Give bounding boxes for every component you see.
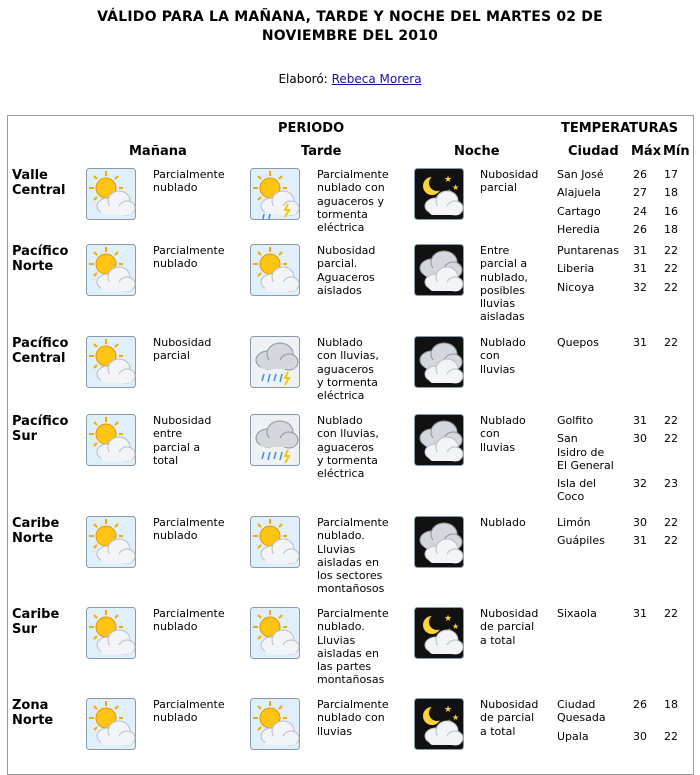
forecast-text-manana: Nubosidad parcial — [153, 336, 212, 363]
city-name: Limón — [557, 516, 591, 529]
max-temp: 26 — [633, 222, 647, 236]
forecast-text-tarde: Nublado con lluvias, aguaceros y tormenta eléctrica — [317, 414, 379, 481]
sun-cloud-icon — [250, 244, 300, 296]
min-temp: 22 — [664, 432, 678, 446]
header-min: Mín — [663, 144, 690, 159]
min-temp: 22 — [664, 729, 678, 743]
max-temp: 26 — [633, 168, 647, 181]
min-temp: 22 — [664, 244, 678, 257]
min-temp: 18 — [664, 698, 678, 711]
max-temp: 31 — [633, 336, 647, 349]
max-temp: 30 — [633, 432, 647, 446]
min-temp: 23 — [664, 477, 678, 491]
max-temp: 32 — [633, 477, 647, 491]
city-name: Isla del Coco — [557, 477, 597, 504]
sun-cloud-icon — [86, 244, 136, 296]
page-title — [0, 8, 700, 46]
min-temp: 17 — [664, 168, 678, 181]
svg-text:★: ★ — [444, 175, 453, 185]
forecast-text-manana: Parcialmente nublado — [153, 168, 225, 195]
max-temp: 30 — [633, 729, 647, 743]
sun-cloud-icon — [250, 698, 300, 750]
region-name: Caribe Sur — [12, 607, 60, 637]
forecast-text-tarde: Parcialmente nublado con lluvias — [317, 698, 389, 738]
min-temp: 22 — [664, 607, 678, 620]
svg-text:★: ★ — [452, 622, 460, 631]
forecast-text-manana: Nubosidad entre parcial a total — [153, 414, 212, 467]
svg-text:★: ★ — [444, 705, 453, 715]
max-temp: 31 — [633, 244, 647, 257]
city-name: Ciudad Quesada — [557, 698, 606, 725]
header-ciudad: Ciudad — [568, 144, 619, 159]
author-label: Elaboró: — [278, 72, 328, 86]
author-line — [0, 72, 700, 86]
city-name: Alajuela — [557, 186, 601, 200]
min-temp: 22 — [664, 280, 678, 294]
city-name: Nicoya — [557, 280, 595, 294]
forecast-text-noche: Entre parcial a nublado, posibles lluvias aisladas — [480, 244, 528, 324]
min-temp: 22 — [664, 262, 678, 276]
forecast-text-noche: Nublado — [480, 516, 526, 529]
sun-cloud-icon — [86, 168, 136, 220]
title-line-1: VÁLIDO PARA LA MAÑANA, TARDE Y NOCHE DEL MARTES 02 DE — [97, 9, 603, 25]
max-temp: 24 — [633, 204, 647, 218]
forecast-text-noche: Nubosidad parcial — [480, 168, 539, 195]
city-name: Puntarenas — [557, 244, 619, 257]
min-temp: 22 — [664, 516, 678, 529]
sun-cloud-icon — [86, 607, 136, 659]
city-name: Liberia — [557, 262, 595, 276]
max-temp: 31 — [633, 262, 647, 276]
min-temp: 18 — [664, 222, 678, 236]
forecast-text-noche: Nubosidad de parcial a total — [480, 607, 539, 647]
svg-text:★: ★ — [452, 183, 460, 192]
header-periodo: PERIODO — [278, 121, 345, 136]
night-clouds-icon — [414, 414, 464, 466]
min-temp: 22 — [664, 534, 678, 548]
rain-storm-icon — [250, 414, 300, 466]
city-name: San Isidro de El General — [557, 432, 614, 472]
region-name: Caribe Norte — [12, 516, 60, 546]
sun-cloud-icon — [86, 414, 136, 466]
header-temperaturas: TEMPERATURAS — [561, 121, 679, 136]
forecast-text-noche: Nublado con lluvias — [480, 414, 526, 454]
forecast-table — [7, 115, 694, 775]
sun-cloud-icon — [250, 516, 300, 568]
moon-stars-cloud-icon — [414, 698, 464, 750]
svg-text:★: ★ — [444, 614, 453, 624]
region-name: Valle Central — [12, 168, 66, 198]
sun-cloud-icon — [250, 607, 300, 659]
max-temp: 31 — [633, 534, 647, 548]
city-name: Upala — [557, 729, 589, 743]
city-name: Golfito — [557, 414, 594, 427]
header-noche: Noche — [454, 144, 500, 159]
night-clouds-icon — [414, 516, 464, 568]
city-name: Quepos — [557, 336, 599, 349]
moon-stars-cloud-icon — [414, 168, 464, 220]
max-temp: 27 — [633, 186, 647, 200]
moon-stars-cloud-icon — [414, 607, 464, 659]
region-name: Pacífico Norte — [12, 244, 69, 274]
min-temp: 18 — [664, 186, 678, 200]
max-temp: 31 — [633, 414, 647, 427]
city-name: Guápiles — [557, 534, 605, 548]
region-name: Pacífico Central — [12, 336, 69, 366]
city-name: Heredia — [557, 222, 600, 236]
region-name: Pacífico Sur — [12, 414, 69, 444]
city-name: San José — [557, 168, 604, 181]
rain-storm-icon — [250, 336, 300, 388]
forecast-text-tarde: Nubosidad parcial. Aguaceros aislados — [317, 244, 376, 297]
min-temp: 16 — [664, 204, 678, 218]
forecast-text-tarde: Parcialmente nublado. Lluvias aisladas en las partes montañosas — [317, 607, 389, 687]
title-line-2: NOVIEMBRE DEL 2010 — [261, 28, 439, 44]
sun-cloud-icon — [86, 698, 136, 750]
forecast-text-manana: Parcialmente nublado — [153, 607, 225, 634]
forecast-text-manana: Parcialmente nublado — [153, 516, 225, 543]
max-temp: 31 — [633, 607, 647, 620]
header-manana: Mañana — [129, 144, 187, 159]
forecast-text-noche: Nubosidad de parcial a total — [480, 698, 539, 738]
author-link[interactable]: Rebeca Morera — [331, 72, 422, 86]
min-temp: 22 — [664, 414, 678, 427]
header-tarde: Tarde — [301, 144, 342, 159]
night-clouds-icon — [414, 244, 464, 296]
city-name: Sixaola — [557, 607, 597, 620]
forecast-text-manana: Parcialmente nublado — [153, 698, 225, 725]
night-clouds-icon — [414, 336, 464, 388]
max-temp: 26 — [633, 698, 647, 711]
min-temp: 22 — [664, 336, 678, 349]
forecast-text-tarde: Parcialmente nublado con aguaceros y tormenta eléctrica — [317, 168, 389, 235]
svg-text:★: ★ — [452, 713, 460, 722]
max-temp: 30 — [633, 516, 647, 529]
sun-cloud-icon — [86, 336, 136, 388]
forecast-text-noche: Nublado con lluvias — [480, 336, 526, 376]
forecast-text-tarde: Parcialmente nublado. Lluvias aisladas en los sectores montañosos — [317, 516, 389, 596]
sun-cloud-storm-icon — [250, 168, 300, 220]
city-name: Cartago — [557, 204, 601, 218]
forecast-text-tarde: Nublado con lluvias, aguaceros y tormenta eléctrica — [317, 336, 379, 403]
header-max: Máx — [631, 144, 662, 159]
forecast-text-manana: Parcialmente nublado — [153, 244, 225, 271]
sun-cloud-icon — [86, 516, 136, 568]
region-name: Zona Norte — [12, 698, 54, 728]
max-temp: 32 — [633, 280, 647, 294]
